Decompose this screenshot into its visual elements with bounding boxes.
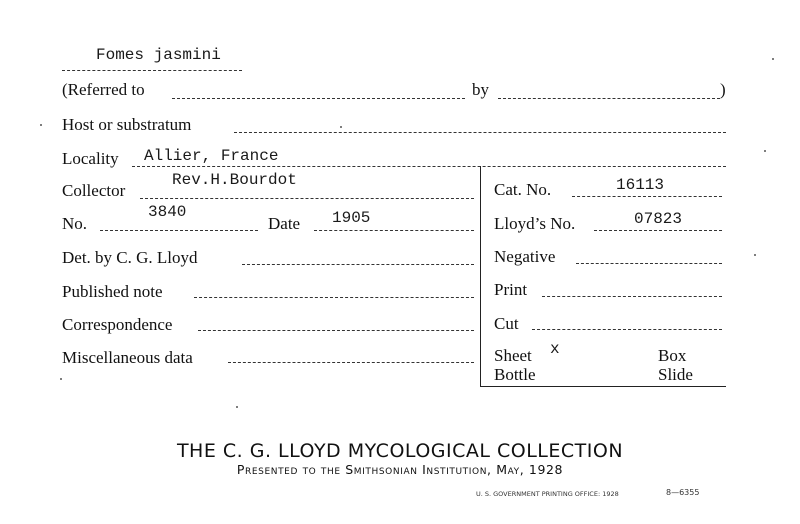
lloyds-no-line (594, 230, 722, 231)
form-number: 8—6355 (666, 488, 700, 497)
correspondence-line (198, 330, 474, 331)
negative-line (576, 263, 722, 264)
scan-speck (772, 58, 774, 60)
correspondence-label: Correspondence (62, 315, 173, 334)
cat-no-label: Cat. No. (494, 180, 552, 199)
collector-label: Collector (62, 181, 126, 200)
bottle-label: Bottle (494, 365, 536, 384)
lloyds-no-value: 07823 (634, 210, 683, 228)
misc-label: Miscellaneous data (62, 348, 193, 367)
negative-label: Negative (494, 247, 556, 266)
collection-title: THE C. G. LLOYD MYCOLOGICAL COLLECTION (176, 440, 624, 462)
referred-to-line (172, 98, 465, 99)
sheet-label: Sheet (494, 346, 532, 365)
no-line (100, 230, 258, 231)
closing-paren: ) (720, 80, 726, 99)
cut-label: Cut (494, 314, 519, 333)
locality-value: Allier, France (144, 147, 279, 165)
misc-line (228, 362, 474, 363)
published-line (194, 297, 474, 298)
collection-subtitle: Presented to the Smithsonian Institution, May, 1928 (236, 462, 564, 477)
box-left-border (480, 166, 481, 386)
det-line (242, 264, 474, 265)
locality-line (132, 166, 726, 167)
date-value: 1905 (332, 209, 371, 227)
no-label: No. (62, 214, 88, 233)
print-line (542, 296, 722, 297)
no-value: 3840 (148, 203, 187, 221)
host-line (234, 132, 726, 133)
scan-speck (340, 126, 342, 128)
published-label: Published note (62, 282, 163, 301)
cut-line (532, 329, 722, 330)
species-line (62, 70, 242, 71)
by-line (498, 98, 720, 99)
print-label: Print (494, 280, 528, 299)
locality-label: Locality (62, 149, 119, 168)
sheet-mark: x (550, 340, 560, 358)
scan-speck (236, 406, 238, 408)
scan-speck (764, 150, 766, 152)
scan-speck (40, 124, 42, 126)
species-value: Fomes jasmini (96, 46, 221, 64)
lloyds-no-label: Lloyd’s No. (494, 214, 576, 233)
box-label: Box (658, 346, 687, 365)
printing-office: U. S. GOVERNMENT PRINTING OFFICE: 1928 (476, 490, 619, 498)
collector-line (140, 198, 474, 199)
cat-no-line (572, 196, 722, 197)
scan-speck (754, 254, 756, 256)
cat-no-value: 16113 (616, 176, 665, 194)
host-label: Host or substratum (62, 115, 192, 134)
date-line (314, 230, 474, 231)
box-bottom-border (480, 386, 726, 387)
det-label: Det. by C. G. Lloyd (62, 248, 198, 267)
collector-value: Rev.H.Bourdot (172, 171, 297, 189)
scan-speck (60, 378, 62, 380)
referred-to-label: (Referred to (62, 80, 145, 99)
date-label: Date (268, 214, 301, 233)
by-label: by (472, 80, 489, 99)
slide-label: Slide (658, 365, 693, 384)
